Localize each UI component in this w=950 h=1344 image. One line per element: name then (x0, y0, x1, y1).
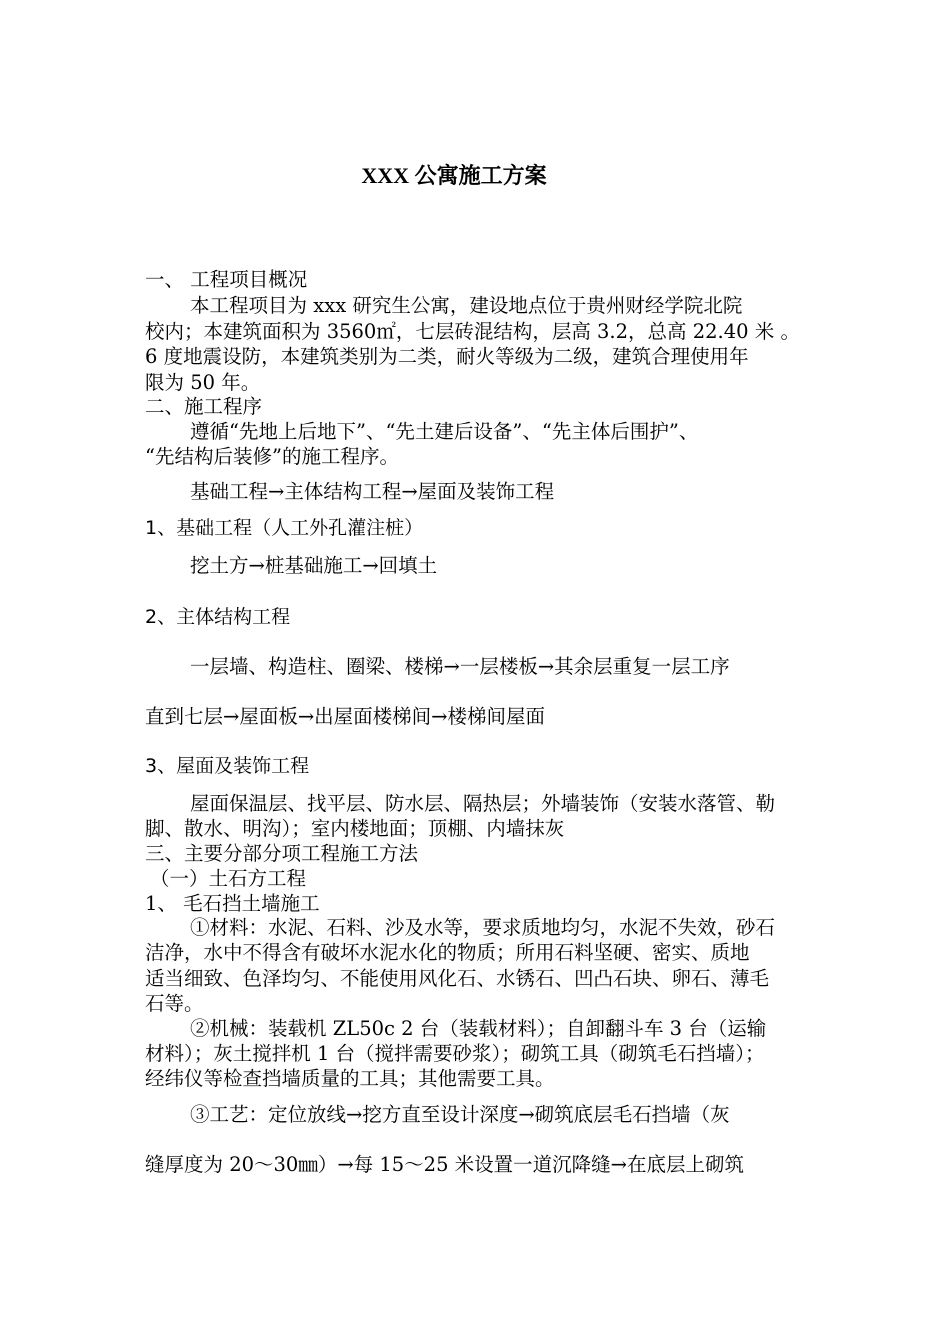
paragraph-line: 石等。 (145, 992, 204, 1015)
process-flow-line: 基础工程→主体结构工程→屋面及装饰工程 (190, 480, 555, 503)
paragraph-line: 缝厚度为 20～30㎜）→每 15～25 米设置一道沉降缝→在底层上砌筑 (145, 1153, 745, 1176)
paragraph-line: 校内；本建筑面积为 3560㎡，七层砖混结构，层高 3.2，总高 22.40 米 。 (145, 320, 800, 343)
subsection-heading: 1、基础工程（人工外孔灌注桩） (145, 517, 424, 539)
paragraph-line: 限为 50 年。 (145, 371, 261, 394)
paragraph-line: “先结构后装修”的施工程序。 (145, 445, 399, 468)
process-flow-line: 挖土方→桩基础施工→回填土 (190, 554, 438, 577)
paragraph-line: 6 度地震设防，本建筑类别为二类，耐火等级为二级，建筑合理使用年 (145, 345, 749, 368)
section-heading: 三、主要分部分项工程施工方法 (145, 842, 419, 865)
paragraph-line: 适当细致、色泽均匀、不能使用风化石、水锈石、凹凸石块、卵石、薄毛 (145, 967, 770, 990)
paragraph-line: 材料）；灰土搅拌机 1 台（搅拌需要砂浆）；砌筑工具（砌筑毛石挡墙）； (145, 1042, 765, 1065)
paragraph-line: 本工程项目为 xxx 研究生公寓，建设地点位于贵州财经学院北院 (190, 294, 743, 317)
paragraph-line: ①材料：水泥、石料、沙及水等，要求质地均匀，水泥不失效，砂石 (190, 916, 776, 939)
subsection-heading: （一）土石方工程 (150, 867, 307, 890)
document-title: XXX 公寓施工方案 (361, 163, 547, 188)
paragraph-line: ②机械：装载机 ZL50c 2 台（装载材料）；自卸翻斗车 3 台（运输 (190, 1017, 767, 1040)
paragraph-line: 经纬仪等检查挡墙质量的工具；其他需要工具。 (145, 1067, 555, 1090)
process-flow-line: 一层墙、构造柱、圈梁、楼梯→一层楼板→其余层重复一层工序 (190, 655, 730, 678)
section-heading: 一、 工程项目概况 (145, 268, 308, 291)
subsection-heading: 2、主体结构工程 (145, 606, 291, 628)
section-heading: 二、施工程序 (145, 395, 263, 418)
paragraph-line: 屋面保温层、找平层、防水层、隔热层；外墙装饰（安装水落管、勒 (190, 792, 776, 815)
process-flow-line: 直到七层→屋面板→出屋面楼梯间→楼梯间屋面 (145, 705, 546, 728)
paragraph-line: 洁净，水中不得含有破坏水泥水化的物质；所用石料坚硬、密实、质地 (145, 941, 750, 964)
paragraph-line: ③工艺：定位放线→挖方直至设计深度→砌筑底层毛石挡墙（灰 (190, 1103, 730, 1126)
paragraph-line: 脚、散水、明沟）；室内楼地面；顶棚、内墙抹灰 (145, 817, 565, 840)
subsection-heading: 3、屋面及装饰工程 (145, 755, 310, 777)
subsection-heading: 1、 毛石挡土墙施工 (145, 892, 320, 915)
paragraph-line: 遵循“先地上后地下”、“先土建后设备”、“先主体后围护”、 (190, 420, 699, 443)
